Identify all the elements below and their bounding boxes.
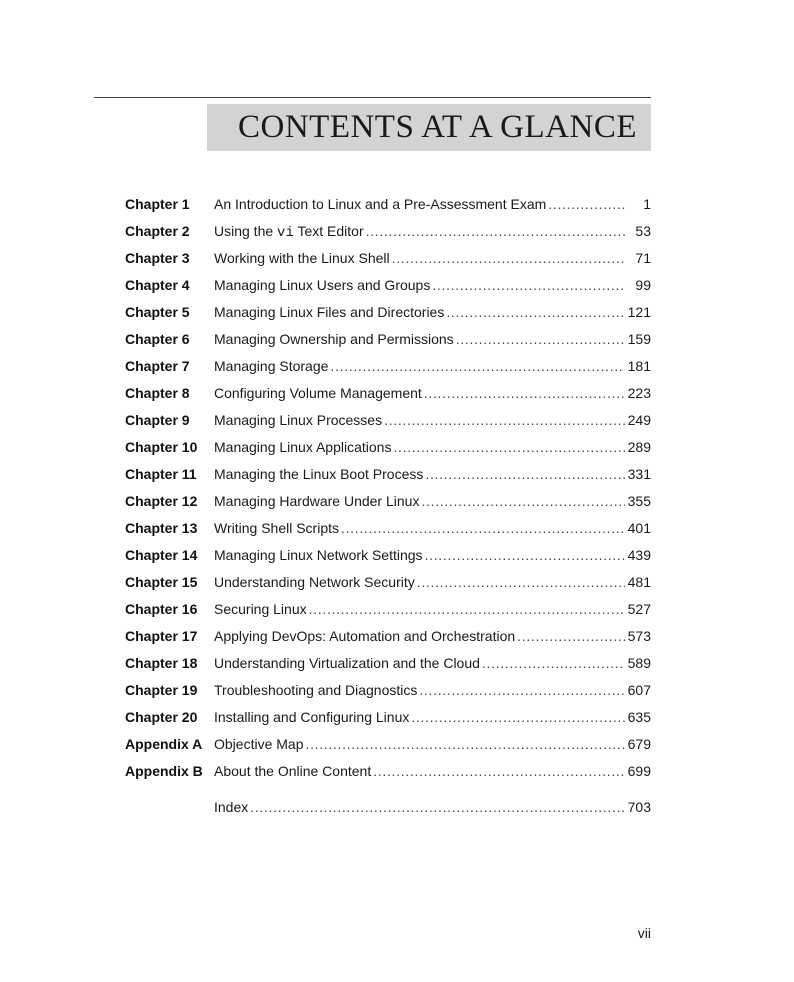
- toc-row-chapter-6[interactable]: [125, 331, 651, 358]
- dot-leader: [341, 520, 625, 536]
- toc-title[interactable]: Working with the Linux Shell: [214, 250, 390, 266]
- toc-title[interactable]: Managing Linux Files and Directories: [214, 304, 445, 320]
- dot-leader: [330, 358, 625, 374]
- dot-leader: [366, 223, 625, 239]
- toc-title[interactable]: Index: [214, 799, 249, 815]
- dot-leader: [305, 736, 625, 752]
- dot-leader: [456, 331, 625, 347]
- toc-row-chapter-11[interactable]: [125, 466, 651, 493]
- toc-page: 53: [635, 223, 651, 239]
- dot-leader: [384, 412, 625, 428]
- dot-leader: [393, 439, 625, 455]
- toc-row-chapter-15[interactable]: [125, 574, 651, 601]
- toc-row-chapter-3[interactable]: [125, 250, 651, 277]
- toc-label: Chapter 20: [125, 709, 198, 725]
- toc-row-chapter-1[interactable]: [125, 196, 651, 223]
- toc-label: Chapter 6: [125, 331, 190, 347]
- toc-title[interactable]: An Introduction to Linux and a Pre-Assessment Exam: [214, 196, 547, 212]
- dot-leader: [517, 628, 625, 644]
- toc-page: 439: [627, 547, 651, 563]
- toc-title[interactable]: Configuring Volume Management: [214, 385, 422, 401]
- toc-row-chapter-16[interactable]: [125, 601, 651, 628]
- top-rule: [94, 97, 651, 98]
- dot-leader: [392, 250, 625, 266]
- toc-title[interactable]: Objective Map: [214, 736, 304, 752]
- toc-row-chapter-12[interactable]: [125, 493, 651, 520]
- toc-title[interactable]: Managing Ownership and Permissions: [214, 331, 454, 347]
- toc-title[interactable]: Securing Linux: [214, 601, 307, 617]
- toc-row-chapter-7[interactable]: [125, 358, 651, 385]
- toc-title[interactable]: Managing Linux Processes: [214, 412, 383, 428]
- toc-page: 249: [627, 412, 651, 428]
- toc-page: 699: [627, 763, 651, 779]
- toc-label: Appendix A: [125, 736, 203, 752]
- toc-title[interactable]: Understanding Virtualization and the Cloud: [214, 655, 480, 671]
- toc-label: Chapter 8: [125, 385, 190, 401]
- toc-label: Chapter 5: [125, 304, 190, 320]
- toc-page: 679: [627, 736, 651, 752]
- dot-leader: [548, 196, 625, 212]
- toc-label: Chapter 9: [125, 412, 190, 428]
- dot-leader: [419, 682, 625, 698]
- toc-row-chapter-14[interactable]: [125, 547, 651, 574]
- toc-row-chapter-5[interactable]: [125, 304, 651, 331]
- toc-label: Chapter 16: [125, 601, 198, 617]
- toc-row-chapter-20[interactable]: [125, 709, 651, 736]
- toc-page: 635: [627, 709, 651, 725]
- toc-label: Chapter 11: [125, 466, 197, 482]
- toc-label: Chapter 12: [125, 493, 198, 509]
- toc-page: 159: [627, 331, 651, 347]
- toc-page: 527: [627, 601, 651, 617]
- toc-row-chapter-2[interactable]: [125, 223, 651, 250]
- toc-page: 573: [627, 628, 651, 644]
- toc-row-chapter-13[interactable]: [125, 520, 651, 547]
- toc-title[interactable]: Understanding Network Security: [214, 574, 415, 590]
- dot-leader: [421, 493, 625, 509]
- page-number: vii: [637, 925, 651, 941]
- toc-page: 289: [627, 439, 651, 455]
- dot-leader: [425, 466, 625, 482]
- toc-label: Chapter 14: [125, 547, 198, 563]
- toc-title[interactable]: Managing Linux Network Settings: [214, 547, 423, 563]
- dot-leader: [373, 763, 625, 779]
- toc-page: 99: [635, 277, 651, 293]
- dot-leader: [424, 385, 625, 401]
- toc-label: Chapter 4: [125, 277, 190, 293]
- dot-leader: [432, 277, 625, 293]
- dot-leader: [250, 799, 625, 815]
- dot-leader: [446, 304, 625, 320]
- toc-title[interactable]: Managing the Linux Boot Process: [214, 466, 424, 482]
- toc-row-chapter-10[interactable]: [125, 439, 651, 466]
- toc-label: Chapter 17: [125, 628, 198, 644]
- toc-page: 589: [627, 655, 651, 671]
- toc-row-chapter-4[interactable]: [125, 277, 651, 304]
- dot-leader: [411, 709, 625, 725]
- toc-title[interactable]: Using the vi Text Editor: [214, 223, 364, 241]
- toc-label: Chapter 2: [125, 223, 190, 239]
- toc-title[interactable]: Applying DevOps: Automation and Orchestration: [214, 628, 516, 644]
- toc-page: 607: [627, 682, 651, 698]
- toc-label: Chapter 19: [125, 682, 198, 698]
- title-banner: [207, 104, 651, 151]
- toc-list: [125, 196, 651, 826]
- toc-row-appendix-b[interactable]: [125, 763, 651, 790]
- toc-page: 223: [627, 385, 651, 401]
- toc-row-chapter-18[interactable]: [125, 655, 651, 682]
- toc-label: Chapter 3: [125, 250, 190, 266]
- toc-title[interactable]: Writing Shell Scripts: [214, 520, 340, 536]
- toc-page: 181: [627, 358, 651, 374]
- toc-page: 71: [635, 250, 651, 266]
- toc-title[interactable]: Managing Linux Applications: [214, 439, 392, 455]
- toc-row-index[interactable]: [125, 799, 651, 826]
- toc-label: Appendix B: [125, 763, 203, 779]
- toc-page: 481: [627, 574, 651, 590]
- toc-page: 1: [643, 196, 651, 212]
- toc-row-chapter-8[interactable]: [125, 385, 651, 412]
- toc-row-chapter-17[interactable]: [125, 628, 651, 655]
- toc-title[interactable]: Managing Linux Users and Groups: [214, 277, 431, 293]
- toc-row-appendix-a[interactable]: [125, 736, 651, 763]
- toc-label: Chapter 15: [125, 574, 198, 590]
- toc-title[interactable]: About the Online Content: [214, 763, 372, 779]
- toc-page: 703: [627, 799, 651, 815]
- dot-leader: [482, 655, 625, 671]
- toc-page: 401: [627, 520, 651, 536]
- page-title: CONTENTS AT A GLANCE: [237, 109, 637, 145]
- toc-page: 331: [627, 466, 651, 482]
- toc-page: 355: [627, 493, 651, 509]
- toc-label: Chapter 7: [125, 358, 190, 374]
- toc-label: Chapter 1: [125, 196, 190, 212]
- toc-title[interactable]: Managing Hardware Under Linux: [214, 493, 420, 509]
- toc-row-chapter-19[interactable]: [125, 682, 651, 709]
- toc-title[interactable]: Managing Storage: [214, 358, 329, 374]
- dot-leader: [417, 574, 625, 590]
- toc-title[interactable]: Installing and Configuring Linux: [214, 709, 410, 725]
- dot-leader: [425, 547, 625, 563]
- toc-row-chapter-9[interactable]: [125, 412, 651, 439]
- toc-page: 121: [627, 304, 651, 320]
- dot-leader: [309, 601, 625, 617]
- toc-label: Chapter 13: [125, 520, 198, 536]
- toc-label: Chapter 10: [125, 439, 198, 455]
- toc-label: Chapter 18: [125, 655, 198, 671]
- toc-title[interactable]: Troubleshooting and Diagnostics: [214, 682, 418, 698]
